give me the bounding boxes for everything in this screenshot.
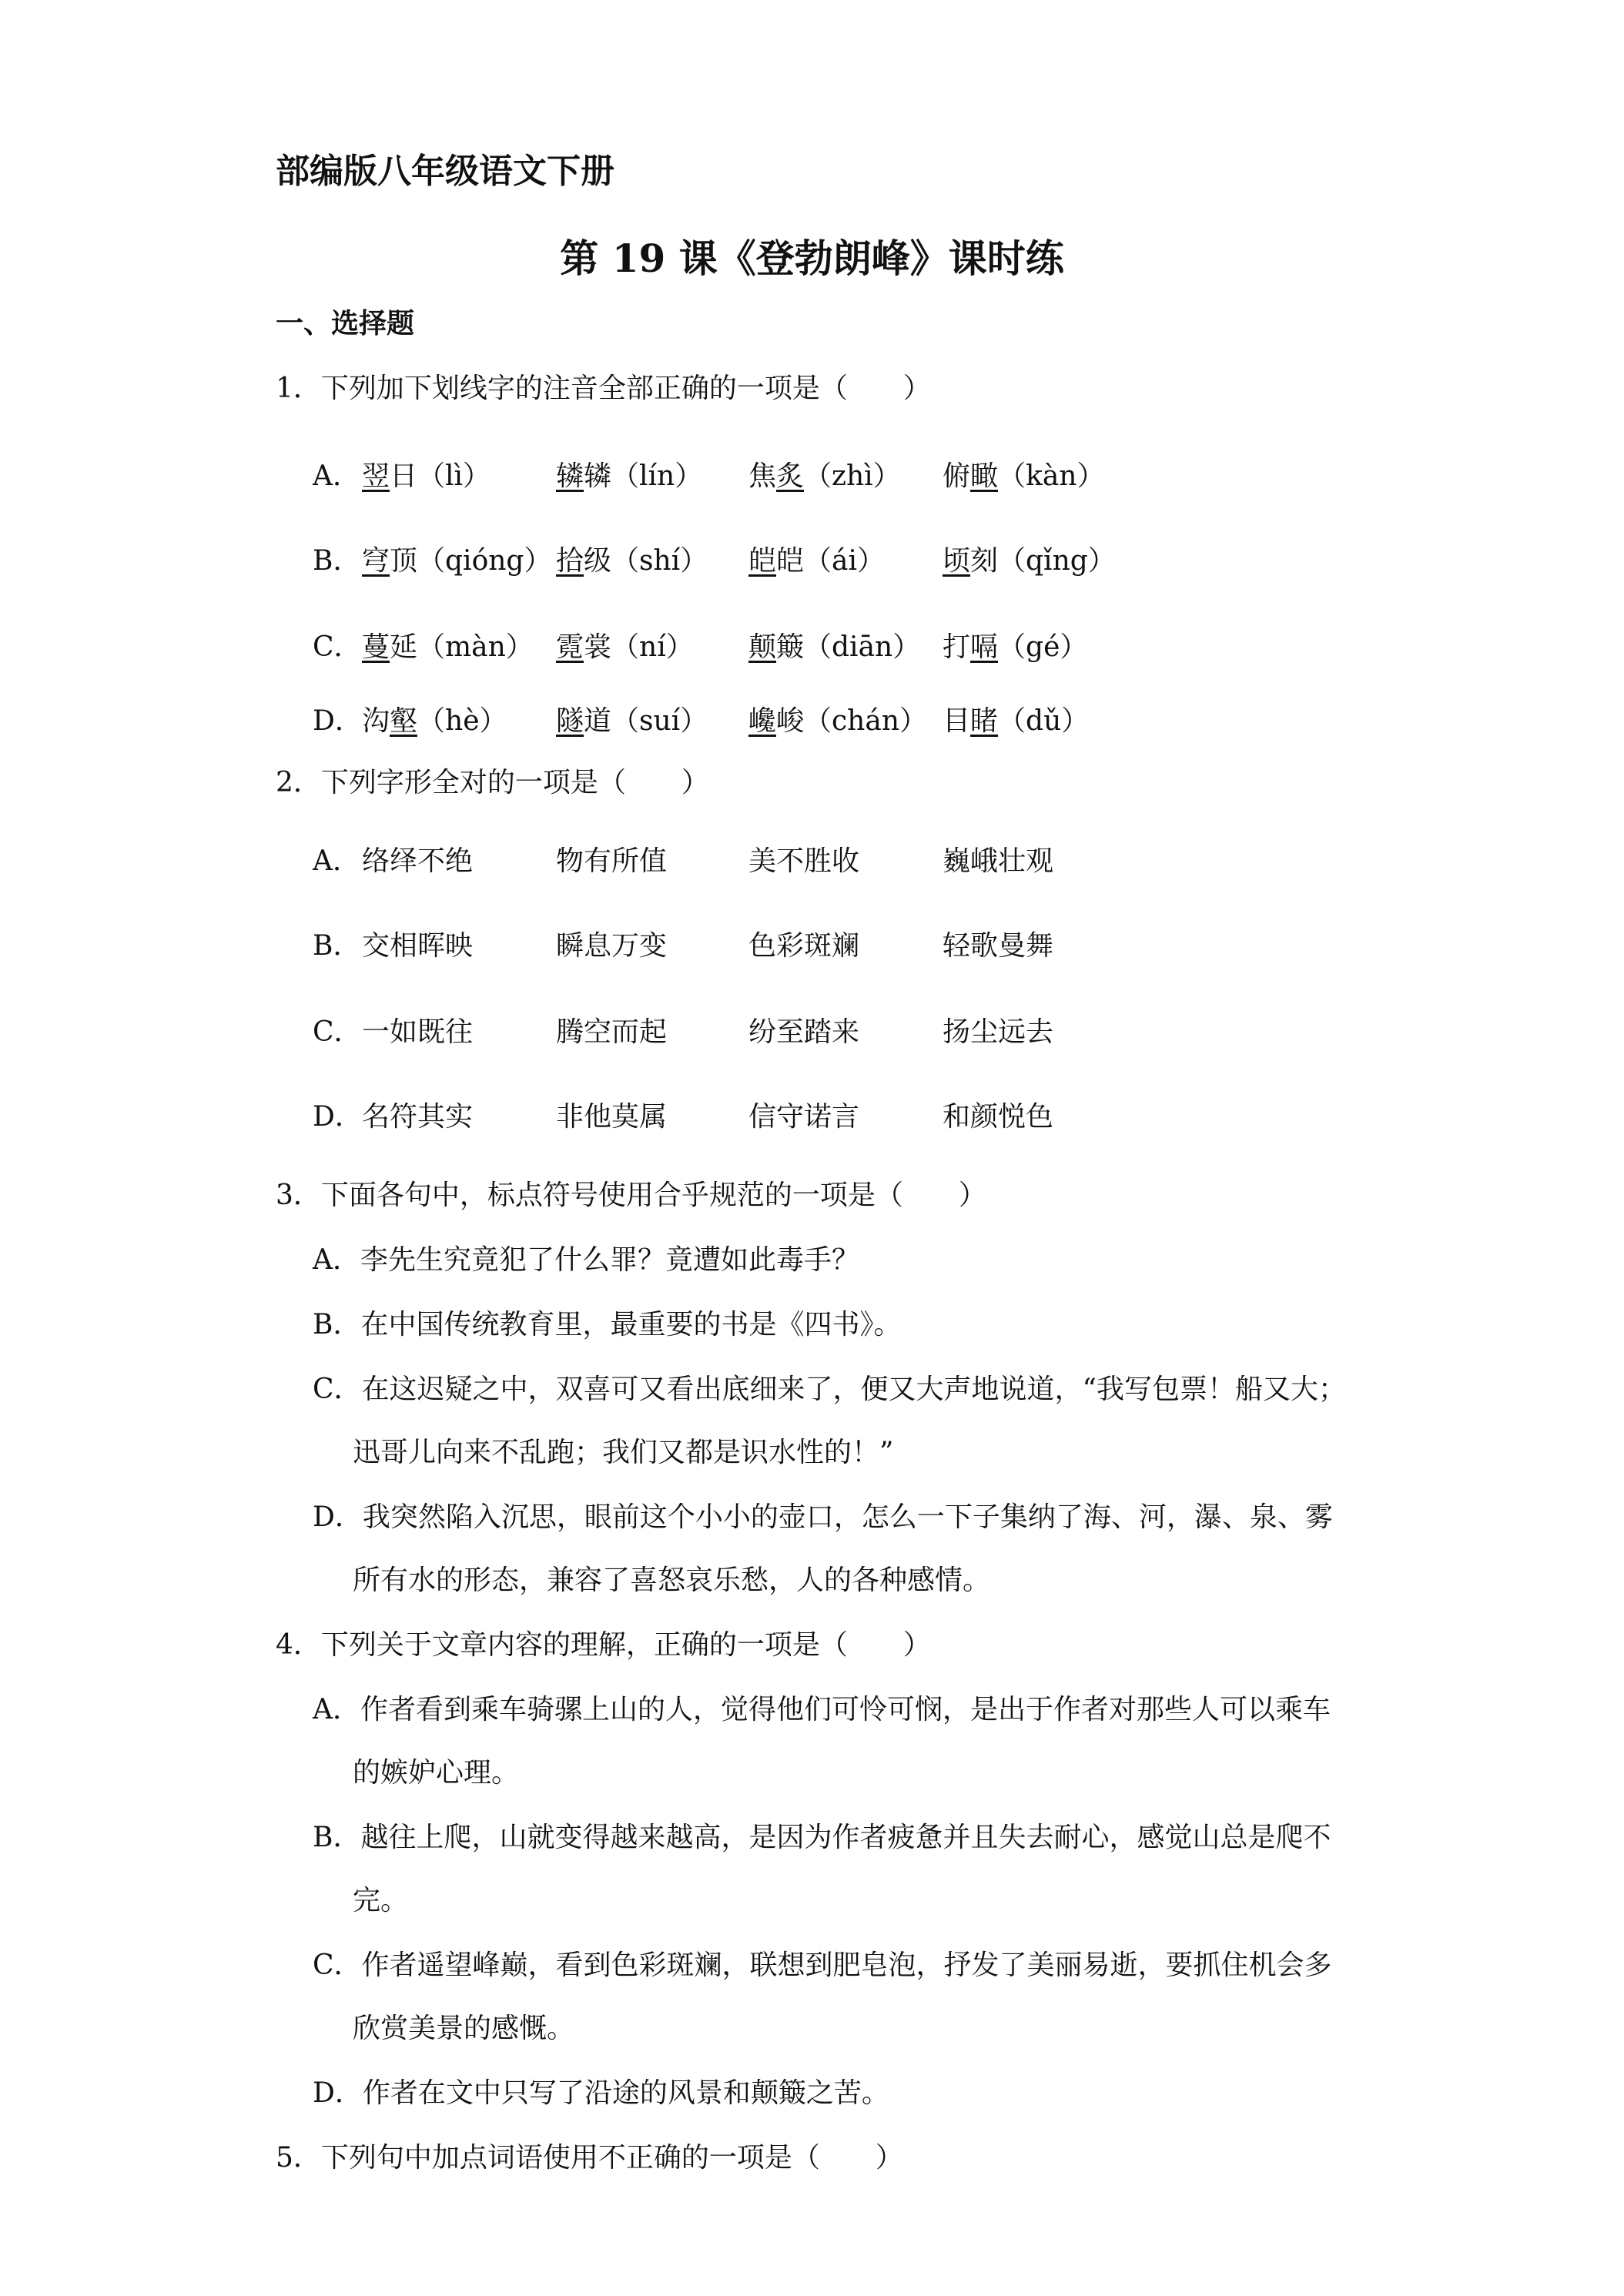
item-rest: 延（màn） [390,631,534,663]
q2-option-item: 轻歌曼舞 [943,930,1054,962]
item-rest: 皑（ái） [776,545,885,577]
item-rest: 峻（chán） [776,705,928,737]
underlined-char: 穹 [362,545,390,577]
q1-option-item [362,454,491,494]
q1-option-item [362,539,551,578]
underlined-char: 瞰 [970,460,999,492]
q3-option-d: D．我突然陷入沉思，眼前这个小小的壶口，怎么一下子集纳了海、河，瀑、泉、雾 [313,1501,1333,1533]
underlined-char: 壑 [390,705,418,737]
q4-option-b: B．越往上爬，山就变得越来越高，是因为作者疲惫并且失去耐心，感觉山总是爬不 [313,1822,1331,1853]
q2-option-letter: D． [313,1101,363,1133]
underlined-char: 蔓 [362,631,390,663]
underlined-char: 颠 [748,631,777,663]
item-rest: 日（lì） [390,460,491,492]
document-header: 部编版八年级语文下册 [276,152,614,191]
q2-option-letter: A． [313,845,360,877]
q1-option-letter: A． [313,460,360,492]
item-rest: （dǔ） [998,705,1090,737]
underlined-char: 翌 [362,460,390,492]
item-rest: （zhì） [804,460,901,492]
q1-stem: 1．下列加下划线字的注音全部正确的一项是（ ） [276,373,931,404]
item-rest: 顶（qióng） [390,545,552,577]
q2-option-item: 一如既往 [362,1016,474,1048]
q1-option-item [943,454,1105,494]
q3-option-c-cont: 迅哥儿向来不乱跑；我们又都是识水性的！” [353,1437,894,1468]
q3-option-c: C．在这迟疑之中，双喜可又看出底细来了，便又大声地说道，“我写包票！船又大； [313,1374,1346,1405]
item-rest: 簸（diān） [776,631,921,663]
q2-option-item: 络绎不绝 [362,845,474,877]
item-rest: 级（shí） [584,545,708,577]
underlined-char: 辚 [556,460,584,492]
q2-option-item: 瞬息万变 [556,930,668,962]
q1-option-item [748,699,927,738]
q1-option-item [362,625,534,664]
q2-option-item: 美不胜收 [748,845,860,877]
item-prefix: 沟 [362,705,390,737]
q3-option-a: A．李先生究竟犯了什么罪？竟遭如此毒手？ [313,1244,859,1276]
underlined-char: 霓 [556,631,584,663]
q1-option-item [943,699,1089,738]
item-rest: 裳（ní） [584,631,694,663]
item-rest: （kàn） [998,460,1105,492]
q2-option-item: 巍峨壮观 [943,845,1054,877]
item-rest: （gé） [998,631,1088,663]
section-heading: 一、选择题 [276,307,415,340]
q1-option-item [943,539,1116,578]
underlined-char: 顷 [943,545,971,577]
q2-option-item: 交相晖映 [362,930,474,962]
q2-option-item: 非他莫属 [556,1101,668,1133]
q1-option-item [748,454,901,494]
lesson-title: 第 19 课《登勃朗峰》课时练 [560,236,1064,281]
item-prefix: 目 [943,705,971,737]
q1-option-item [556,699,708,738]
q2-stem: 2．下列字形全对的一项是（ ） [276,767,709,798]
q1-option-letter: B． [313,545,361,577]
q4-stem: 4．下列关于文章内容的理解，正确的一项是（ ） [276,1629,931,1661]
q4-option-c-cont: 欣赏美景的感慨。 [353,2013,575,2044]
q1-option-item [943,625,1087,664]
underlined-char: 皑 [748,545,777,577]
q4-option-d: D．作者在文中只写了沿途的风景和颠簸之苦。 [313,2077,889,2109]
q2-option-item: 腾空而起 [556,1016,668,1048]
q3-stem: 3．下面各句中，标点符号使用合乎规范的一项是（ ） [276,1180,986,1211]
q1-option-item [748,539,885,578]
q2-option-item: 名符其实 [362,1101,474,1133]
underlined-char: 炙 [776,460,805,492]
q4-option-c: C．作者遥望峰巅，看到色彩斑斓，联想到肥皂泡，抒发了美丽易逝，要抓住机会多 [313,1950,1332,1981]
q4-option-a: A．作者看到乘车骑骡上山的人，觉得他们可怜可悯，是出于作者对那些人可以乘车 [313,1694,1331,1725]
q1-option-item [362,699,507,738]
item-rest: （hè） [417,705,507,737]
underlined-char: 巉 [748,705,777,737]
q1-option-letter: C． [313,631,362,663]
item-rest: 辚（lín） [584,460,703,492]
item-rest: 道（suí） [584,705,708,737]
q4-option-b-cont: 完。 [353,1885,409,1916]
q3-option-b: B．在中国传统教育里，最重要的书是《四书》。 [313,1309,902,1340]
q2-option-item: 纷至踏来 [748,1016,860,1048]
q1-option-item [556,454,702,494]
q1-option-letter: D． [313,705,363,737]
q5-stem: 5．下列句中加点词语使用不正确的一项是（ ） [276,2142,903,2174]
item-rest: 刻（qǐng） [970,545,1116,577]
q3-option-d-cont: 所有水的形态，兼容了喜怒哀乐愁，人的各种感情。 [353,1565,991,1596]
item-prefix: 打 [943,631,971,663]
item-prefix: 俯 [943,460,971,492]
q2-option-item: 和颜悦色 [943,1101,1054,1133]
q2-option-letter: C． [313,1016,362,1048]
q2-option-item: 色彩斑斓 [748,930,860,962]
underlined-char: 嗝 [970,631,999,663]
item-prefix: 焦 [748,460,777,492]
q2-option-item: 扬尘远去 [943,1016,1054,1048]
q2-option-item: 信守诺言 [748,1101,860,1133]
q1-option-item [556,539,708,578]
underlined-char: 睹 [970,705,999,737]
q1-option-item [556,625,694,664]
underlined-char: 拾 [556,545,584,577]
q1-option-item [748,625,920,664]
q2-option-item: 物有所值 [556,845,668,877]
q2-option-letter: B． [313,930,361,962]
underlined-char: 隧 [556,705,584,737]
q4-option-a-cont: 的嫉妒心理。 [353,1757,520,1789]
